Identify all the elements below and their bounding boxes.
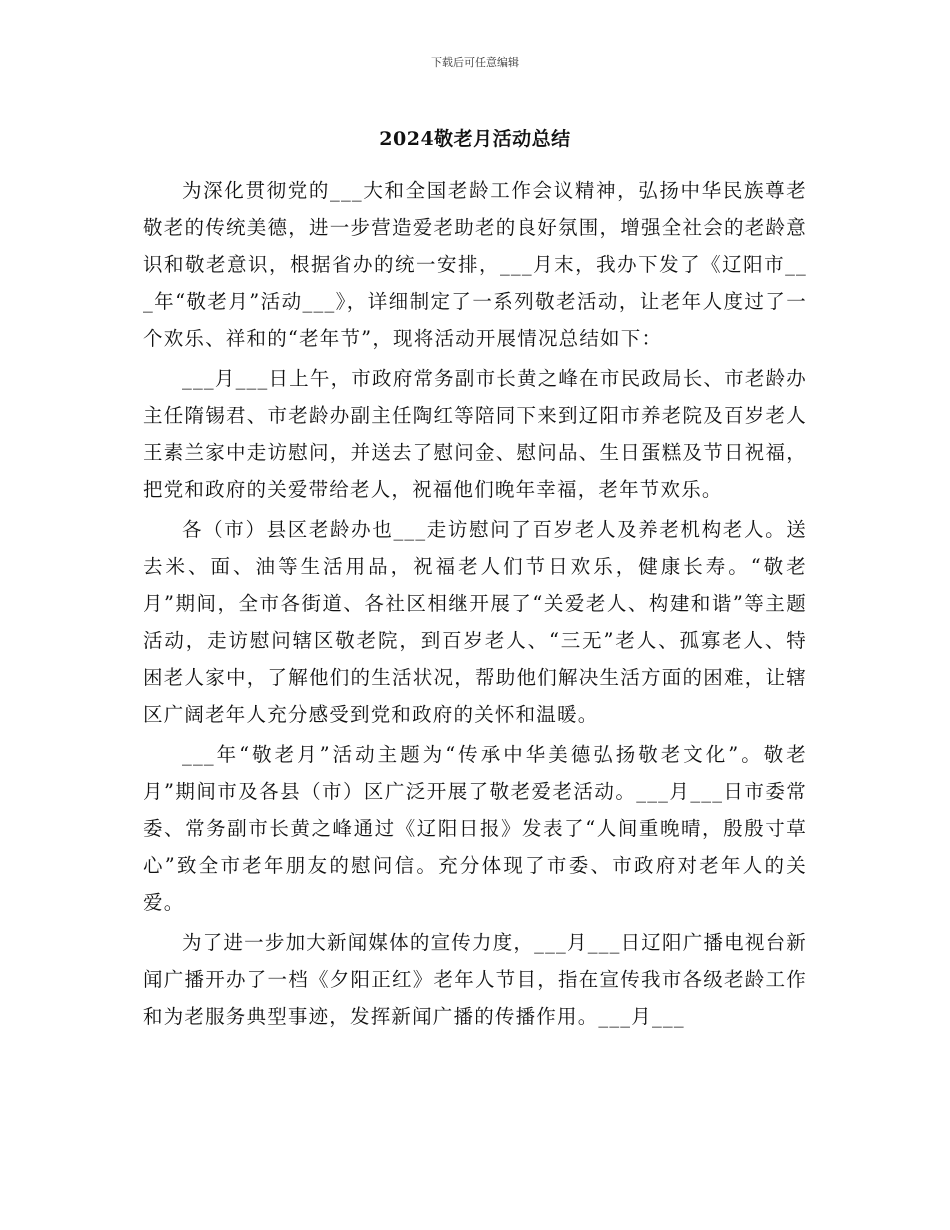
paragraph-1: 为深化贯彻党的___大和全国老龄工作会议精神，弘扬中华民族尊老敬老的传统美德，进一步营造爱老助老的良好氛围，增强全社会的老龄意识和敬老意识，根据省办的统一安排，___月末，我办下发了《辽阳市___年“敬老月”活动___》，详细制定了一系列敬老活动，让老年人度过了一个欢乐、祥和的“老年节”，现将活动开展情况总结如下： xyxy=(143,179,807,350)
document-title: 2024敬老月活动总结 xyxy=(379,128,571,150)
paragraph-4: ___年“敬老月”活动主题为“传承中华美德弘扬敬老文化”。敬老月”期间市及各县（市）区广泛开展了敬老爱老活动。___月___日市委常委、常务副市长黄之峰通过《辽阳日报》发表了“人间重晚晴，殷殷寸草心”致全市老年朋友的慰问信。充分体现了市委、市政府对老年人的关爱。 xyxy=(143,743,807,914)
paragraph-3: 各（市）县区老龄办也___走访慰问了百岁老人及养老机构老人。送去米、面、油等生活用品，祝福老人们节日欢乐，健康长寿。“敬老月”期间，全市各街道、各社区相继开展了“关爱老人、构建和谐”等主题活动，走访慰问辖区敬老院，到百岁老人、“三无”老人、孤寡老人、特困老人家中，了解他们的生活状况，帮助他们解决生活方面的困难，让辖区广阔老年人充分感受到党和政府的关怀和温暖。 xyxy=(143,518,807,726)
paragraph-2: ___月___日上午，市政府常务副市长黄之峰在市民政局长、市老龄办主任隋锡君、市老龄办副主任陶红等陪同下来到辽阳市养老院及百岁老人王素兰家中走访慰问，并送去了慰问金、慰问品、生日蛋糕及节日祝福，把党和政府的关爱带给老人，祝福他们晚年幸福，老年节欢乐。 xyxy=(143,367,807,501)
document-body xyxy=(143,172,807,1038)
paragraph-5: 为了进一步加大新闻媒体的宣传力度，___月___日辽阳广播电视台新闻广播开办了一档《夕阳正红》老年人节目，指在宣传我市各级老龄工作和为老服务典型事迹，发挥新闻广播的传播作用。___月___ xyxy=(143,931,807,1028)
header-note: 下载后可任意编辑 xyxy=(431,56,519,69)
